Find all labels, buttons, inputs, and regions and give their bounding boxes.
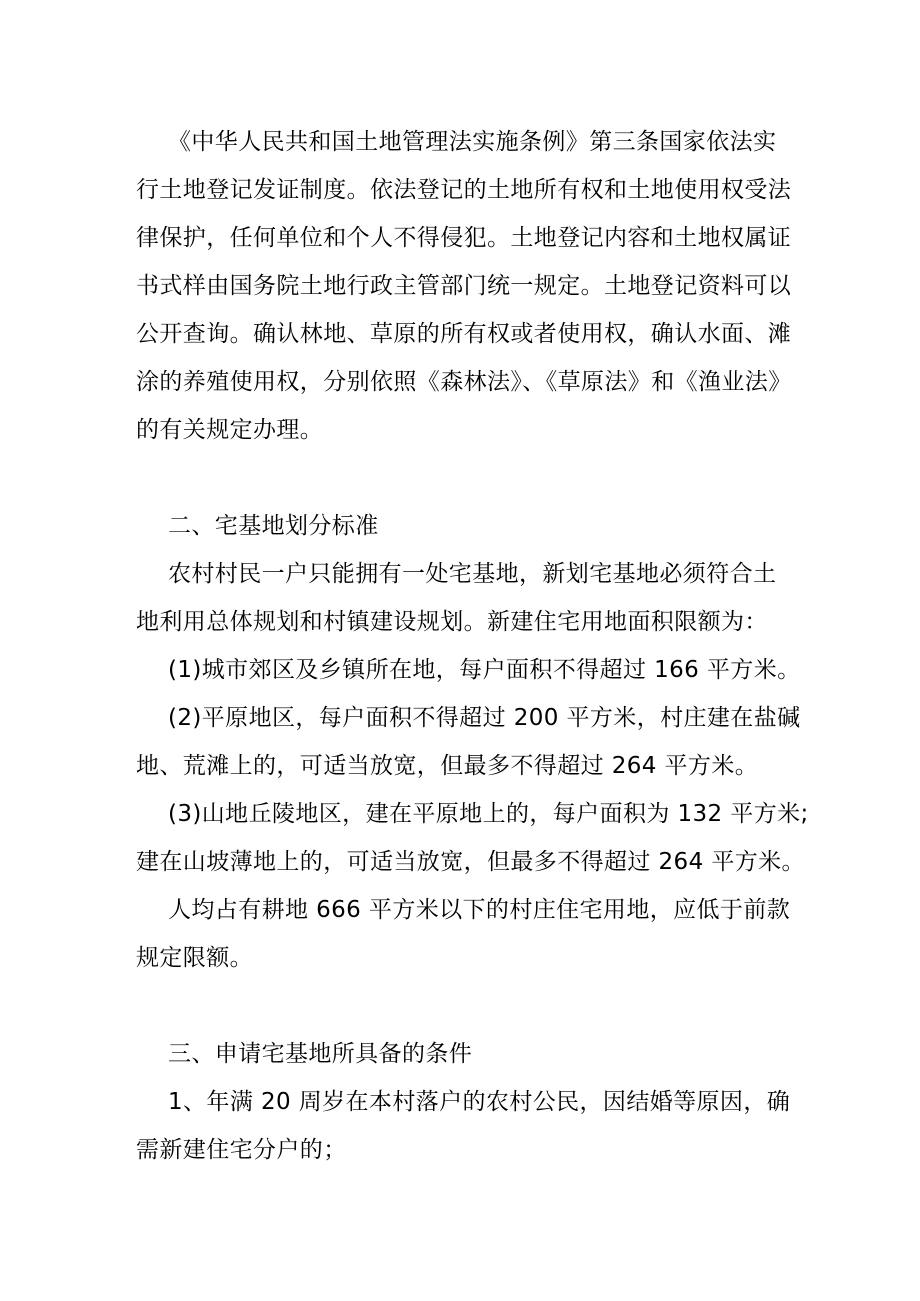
paragraph-land-registration [136, 118, 796, 454]
list-item-2 [136, 694, 801, 790]
text-line: 规定限额。 [136, 945, 253, 971]
text-line: 人均占有耕地 666 平方米以下的村庄住宅用地，应低于前款 [168, 897, 791, 923]
text-line: 行土地登记发证制度。依法登记的土地所有权和土地使用权受法 [136, 177, 792, 203]
section-heading: 二、宅基地划分标准 [168, 513, 379, 539]
paragraph-homestead-rule [136, 550, 796, 646]
text-line: 地利用总体规划和村镇建设规划。新建住宅用地面积限额为： [136, 609, 768, 635]
text-line: (3)山地丘陵地区，建在平原地上的，每户面积为 132 平方米; [168, 801, 809, 827]
text-line: 律保护，任何单位和个人不得侵犯。土地登记内容和土地权属证 [136, 225, 792, 251]
list-item-1 [136, 646, 801, 694]
text-line: 《中华人民共和国土地管理法实施条例》第三条国家依法实 [168, 129, 777, 155]
text-line: 的有关规定办理。 [136, 417, 324, 443]
text-line: (2)平原地区，每户面积不得超过 200 平方米，村庄建在盐碱 [168, 705, 801, 731]
text-line: 涂的养殖使用权，分别依照《森林法》、《草原法》和《渔业法》 [136, 369, 792, 395]
section-heading: 三、申请宅基地所具备的条件 [168, 1041, 473, 1067]
text-line: 建在山坡薄地上的，可适当放宽，但最多不得超过 264 平方米。 [136, 849, 805, 875]
document-page [136, 118, 809, 1174]
text-line: 需新建住宅分户的； [136, 1137, 347, 1163]
text-line: 公开查询。确认林地、草原的所有权或者使用权，确认水面、滩 [136, 321, 792, 347]
list-item-3 [136, 790, 809, 886]
text-line: 农村村民一户只能拥有一处宅基地，新划宅基地必须符合土 [168, 561, 777, 587]
text-line: 地、荒滩上的，可适当放宽，但最多不得超过 264 平方米。 [136, 753, 759, 779]
text-line: 书式样由国务院土地行政主管部门统一规定。土地登记资料可以 [136, 273, 792, 299]
text-line: 1、年满 20 周岁在本村落户的农村公民，因结婚等原因，确 [168, 1089, 791, 1115]
list-item-condition-1 [136, 1078, 796, 1174]
paragraph-per-capita [136, 886, 796, 982]
text-line: (1)城市郊区及乡镇所在地，每户面积不得超过 166 平方米。 [168, 657, 801, 683]
